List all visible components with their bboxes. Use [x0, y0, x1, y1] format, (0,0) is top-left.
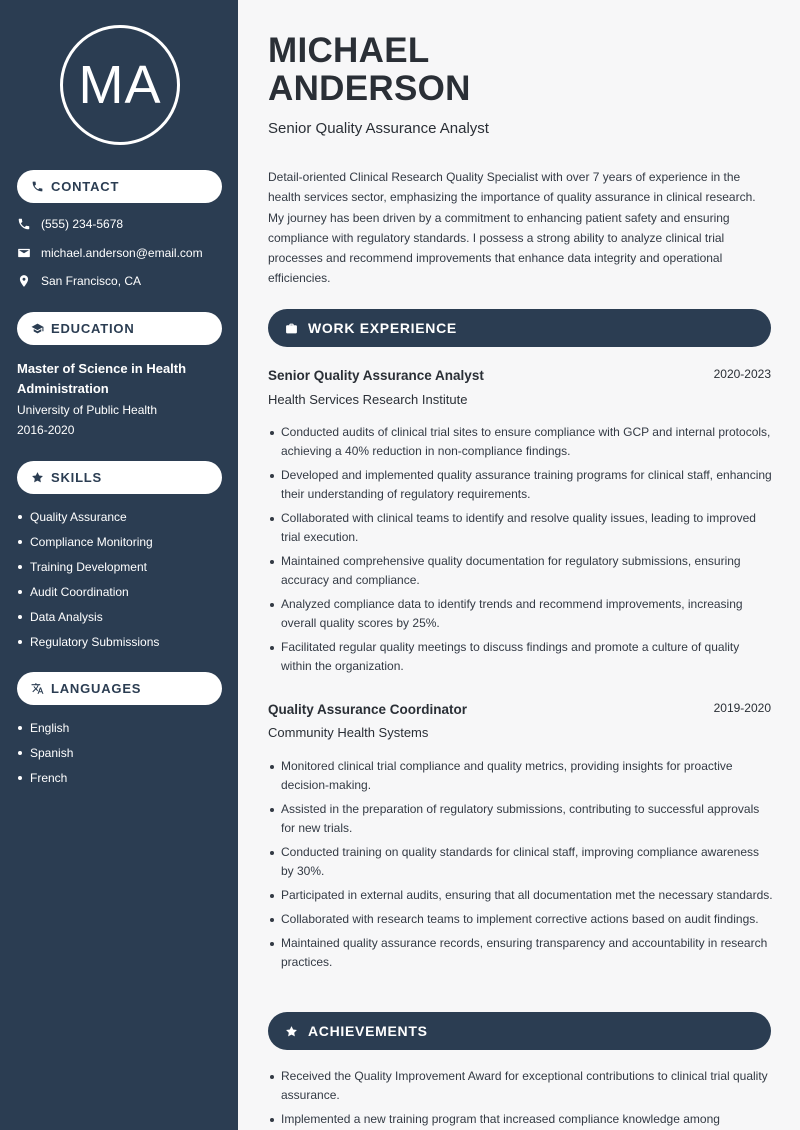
contact-phone [17, 217, 123, 231]
main-content [238, 0, 800, 1130]
list-item: Maintained comprehensive quality documentation for regulatory submissions, ensuring accuracy and compliance. [268, 552, 773, 590]
translate-icon [31, 682, 44, 695]
language-item: Spanish [17, 744, 73, 769]
list-item: Facilitated regular quality meetings to discuss findings and promote a culture of quality within the organization. [268, 638, 773, 676]
list-item: Collaborated with research teams to implement corrective actions based on audit findings. [268, 910, 773, 929]
skills-list [17, 508, 159, 658]
job-years: 2020-2023 [713, 367, 771, 381]
list-item: Monitored clinical trial compliance and quality metrics, providing insights for proactive decision-making. [268, 757, 773, 795]
languages-heading [17, 672, 222, 705]
job-bullets [268, 423, 773, 681]
skill-item: Data Analysis [17, 608, 159, 633]
mail-icon [17, 246, 31, 260]
education-degree: Master of Science in Health Administration [17, 361, 187, 396]
job-bullets [268, 757, 773, 977]
sidebar [0, 0, 238, 1130]
map-pin-icon [17, 274, 31, 288]
skill-item: Quality Assurance [17, 508, 159, 533]
list-item: Conducted audits of clinical trial sites to ensure compliance with GCP and internal protocols, achieving a 40% reduction in non-compliance findings. [268, 423, 773, 461]
achievements-heading [268, 1012, 771, 1050]
list-item: Developed and implemented quality assurance training programs for clinical staff, enhancing their understanding of regulatory requirements. [268, 466, 773, 504]
job-organization: Health Services Research Institute [268, 392, 468, 407]
education-school: University of Public Health [17, 403, 158, 417]
language-item: French [17, 769, 73, 794]
skill-item: Compliance Monitoring [17, 533, 159, 558]
contact-heading-label: CONTACT [51, 179, 120, 194]
achievements-heading-label: ACHIEVEMENTS [308, 1023, 428, 1039]
phone-icon [31, 180, 44, 193]
briefcase-icon [285, 322, 298, 335]
candidate-title: Senior Quality Assurance Analyst [268, 120, 489, 137]
job-role: Quality Assurance Coordinator [268, 702, 468, 717]
job-organization: Community Health Systems [268, 725, 429, 740]
work-experience-heading [268, 309, 771, 347]
phone-icon [17, 217, 31, 231]
contact-location [17, 274, 141, 288]
summary-paragraph: Detail-oriented Clinical Research Quality Specialist with over 7 years of experience in the health services sector, emphasizing the importance of quality assurance in clinical research. My journey has been driven by a commitment to enhancing patient safety and ensuring compliance with regulatory standards. I possess a strong ability to analyze clinical trial processes and recommend improvements that enhance data integrity and operational efficiencies. [268, 170, 756, 286]
list-item: Implemented a new training program that increased compliance knowledge among [268, 1110, 773, 1129]
job-years: 2019-2020 [713, 701, 771, 715]
list-item: Received the Quality Improvement Award for exceptional contributions to clinical trial quality assurance. [268, 1067, 773, 1105]
education-heading [17, 312, 222, 345]
candidate-name [268, 32, 471, 108]
star-icon [285, 1025, 298, 1038]
skill-item: Training Development [17, 558, 159, 583]
list-item: Participated in external audits, ensuring that all documentation met the necessary standards. [268, 886, 773, 905]
list-item: Collaborated with clinical teams to identify and resolve quality issues, leading to improved trial execution. [268, 509, 773, 547]
name-line-last: ANDERSON [268, 69, 471, 108]
language-item: English [17, 719, 73, 744]
avatar-initials: MA [60, 25, 180, 145]
contact-heading [17, 170, 222, 203]
list-item: Assisted in the preparation of regulatory submissions, contributing to successful approvals for new trials. [268, 800, 773, 838]
education-years: 2016-2020 [17, 423, 75, 437]
star-icon [31, 471, 44, 484]
list-item: Maintained quality assurance records, ensuring transparency and accountability in research practices. [268, 934, 773, 972]
skill-item: Audit Coordination [17, 583, 159, 608]
list-item: Analyzed compliance data to identify trends and recommend improvements, increasing overall quality scores by 25%. [268, 595, 773, 633]
location-text: San Francisco, CA [41, 274, 142, 288]
languages-list [17, 719, 73, 794]
job-role: Senior Quality Assurance Analyst [268, 368, 484, 383]
phone-text: (555) 234-5678 [41, 217, 124, 231]
languages-heading-label: LANGUAGES [51, 681, 142, 696]
skills-heading [17, 461, 222, 494]
name-line-first: MICHAEL [268, 31, 430, 70]
skills-heading-label: SKILLS [51, 470, 103, 485]
email-text: michael.anderson@email.com [41, 246, 203, 260]
graduation-cap-icon [31, 322, 44, 335]
achievements-bullets [268, 1067, 773, 1130]
work-experience-heading-label: WORK EXPERIENCE [308, 320, 457, 336]
list-item: Conducted training on quality standards for clinical staff, improving compliance awareness by 30%. [268, 843, 773, 881]
contact-email [17, 246, 203, 260]
skill-item: Regulatory Submissions [17, 633, 159, 658]
education-heading-label: EDUCATION [51, 321, 135, 336]
